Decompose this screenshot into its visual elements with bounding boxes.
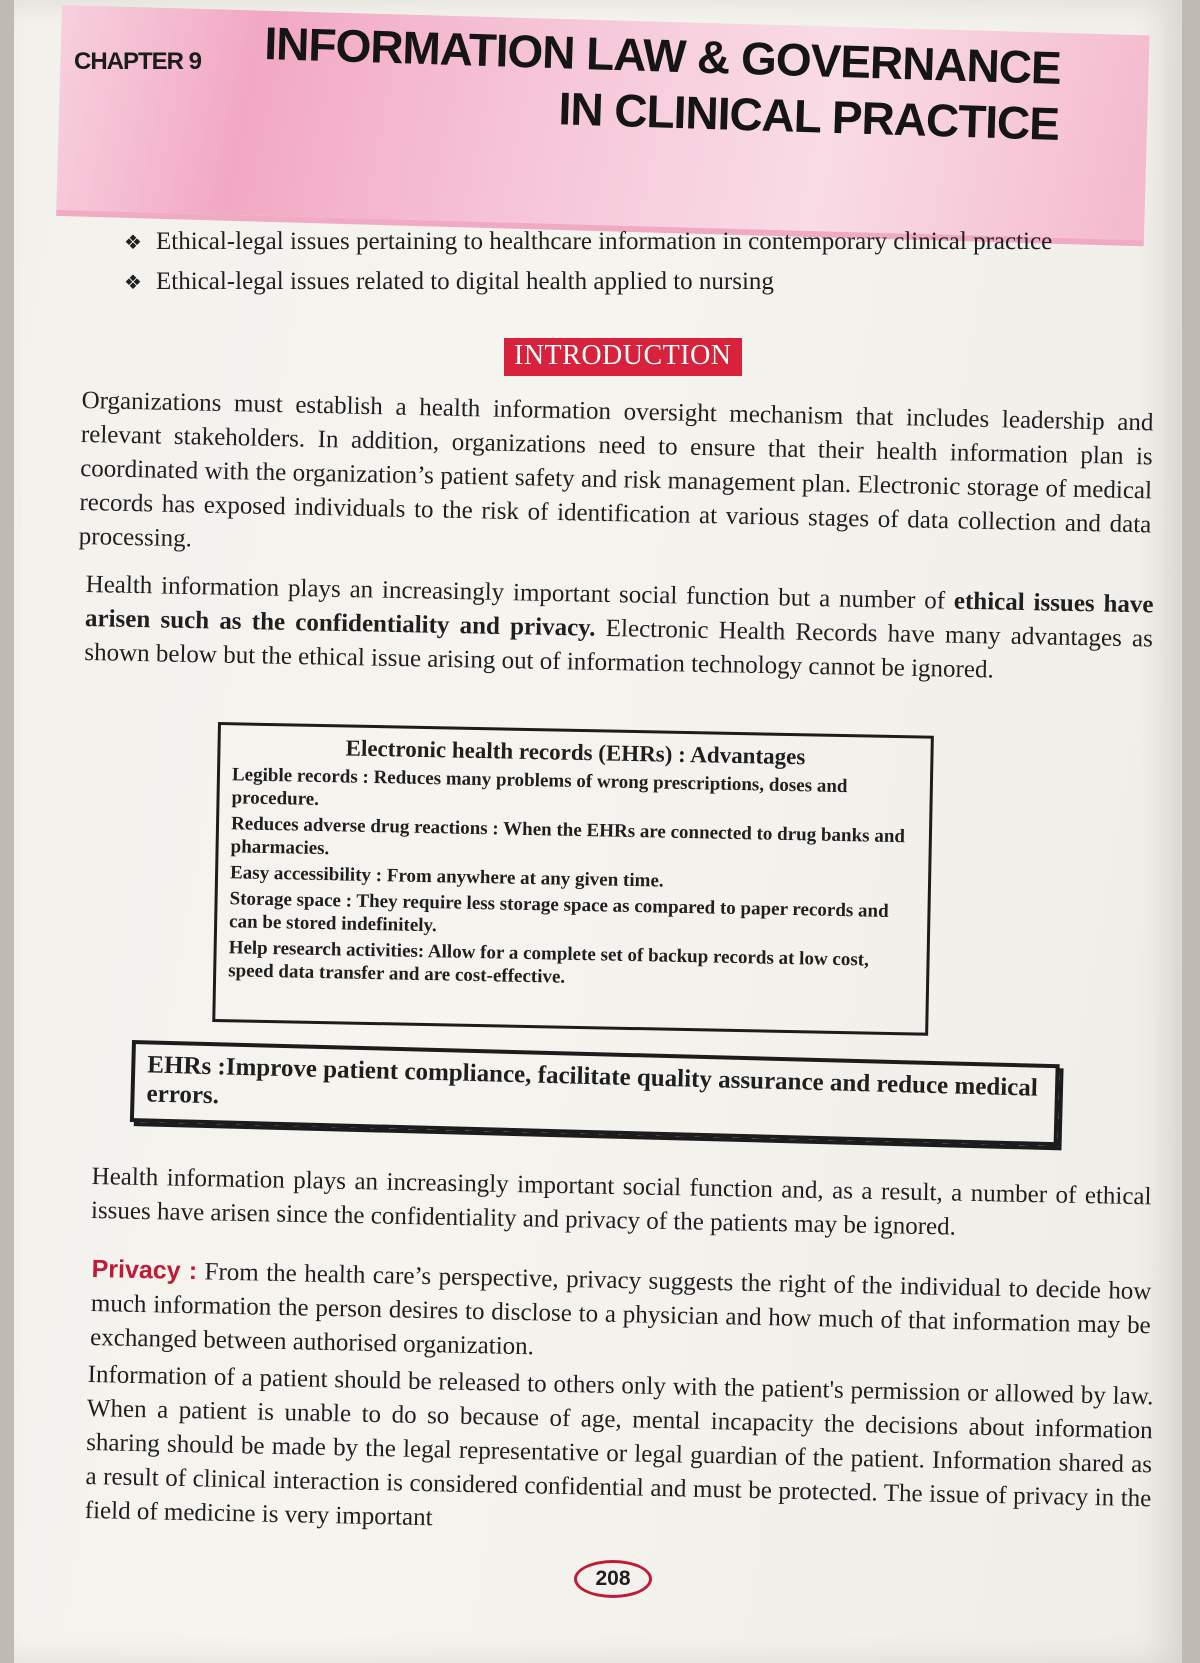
objective-item [124,222,1144,262]
intro-paragraph-2 [84,568,1154,690]
book-page [14,0,1182,1663]
ehr-summary-box: EHRs :Improve patient compliance, facilitate quality assurance and reduce medical errors. [130,1040,1060,1146]
ehr-advantage-row: Legible records : Reduces many problems of wrong prescriptions, doses and procedure. [231,764,848,810]
ehr-advantage-row: Help research activities: Allow for a complete set of backup records at low cost, speed data transfer and are cost-effective. [228,937,870,988]
ehr-box-title: Electronic health records (EHRs) : Advantages [345,735,806,770]
paragraph-privacy [90,1252,1152,1377]
chapter-label: CHAPTER 9 [74,48,202,75]
para2-bold: ethical issues have arisen such as the confidentiality and privacy. [84,587,1154,642]
para2-start: Health information plays an increasingly important social function but a number of [85,570,946,615]
intro-paragraph-1: Organizations must establish a health information oversight mechanism that includes leadership and relevant stakeholders. In addition, organizations need to ensure that their health information plan is coordinated with the organization’s patient safety and risk management plan. Electronic storage of medical records has exposed individuals to the risk of identification at various stages of data collection and data processing. [78,386,1154,553]
ehr-advantage-row: Storage space : They require less storage space as compared to paper records and can be stored indefinitely. [228,888,889,937]
objective-item [124,262,1144,302]
title-line-2: IN CLINICAL PRACTICE [558,82,1061,150]
ehr-advantages-box [212,722,934,1036]
ehr-advantage-row: Easy accessibility : From anywhere at any given time. [229,862,664,892]
paragraph-health-information: Health information plays an increasingly important social function and, as a result, a number of ethical issues have arisen since the confidentiality and privacy of the patients may be ignored. [90,1162,1152,1241]
ehr-advantage-row: Reduces adverse drug reactions : When the EHRs are connected to drug banks and pharmacies. [230,813,906,860]
privacy-label: Privacy : [91,1254,198,1286]
objective-text: Ethical-legal issues related to digital health applied to nursing [156,268,774,295]
objective-text: Ethical-legal issues pertaining to healthcare information in contemporary clinical practice [156,228,1053,255]
paragraph-patient-information: Information of a patient should be released to others only with the patient's permission or allowed by law. When a patient is unable to do so because of age, mental incapacity the decisions about information sharing should be made by the legal representative or legal guardian of the patient. Information shared as a result of clinical interaction is considered confidential and must be protected. The issue of privacy in the field of medicine is very important [84,1360,1154,1532]
para2-end: Electronic Health Records have many advantages as shown below but the ethical issue arising out of information technology cannot be ignored. [84,614,1154,684]
introduction-heading: INTRODUCTION [504,338,742,376]
diamond-bullet-icon: ❖ [124,270,142,294]
page-number: 208 [574,1560,652,1598]
diamond-bullet-icon: ❖ [124,230,142,254]
privacy-text: From the health care’s perspective, privacy suggests the right of the individual to decide how much information the person desires to disclose to a physician and how much of that information may be exchanged between authorised organization. [89,1258,1152,1361]
title-line-1: INFORMATION LAW & GOVERNANCE [264,16,1062,94]
objectives-list [124,222,1144,302]
